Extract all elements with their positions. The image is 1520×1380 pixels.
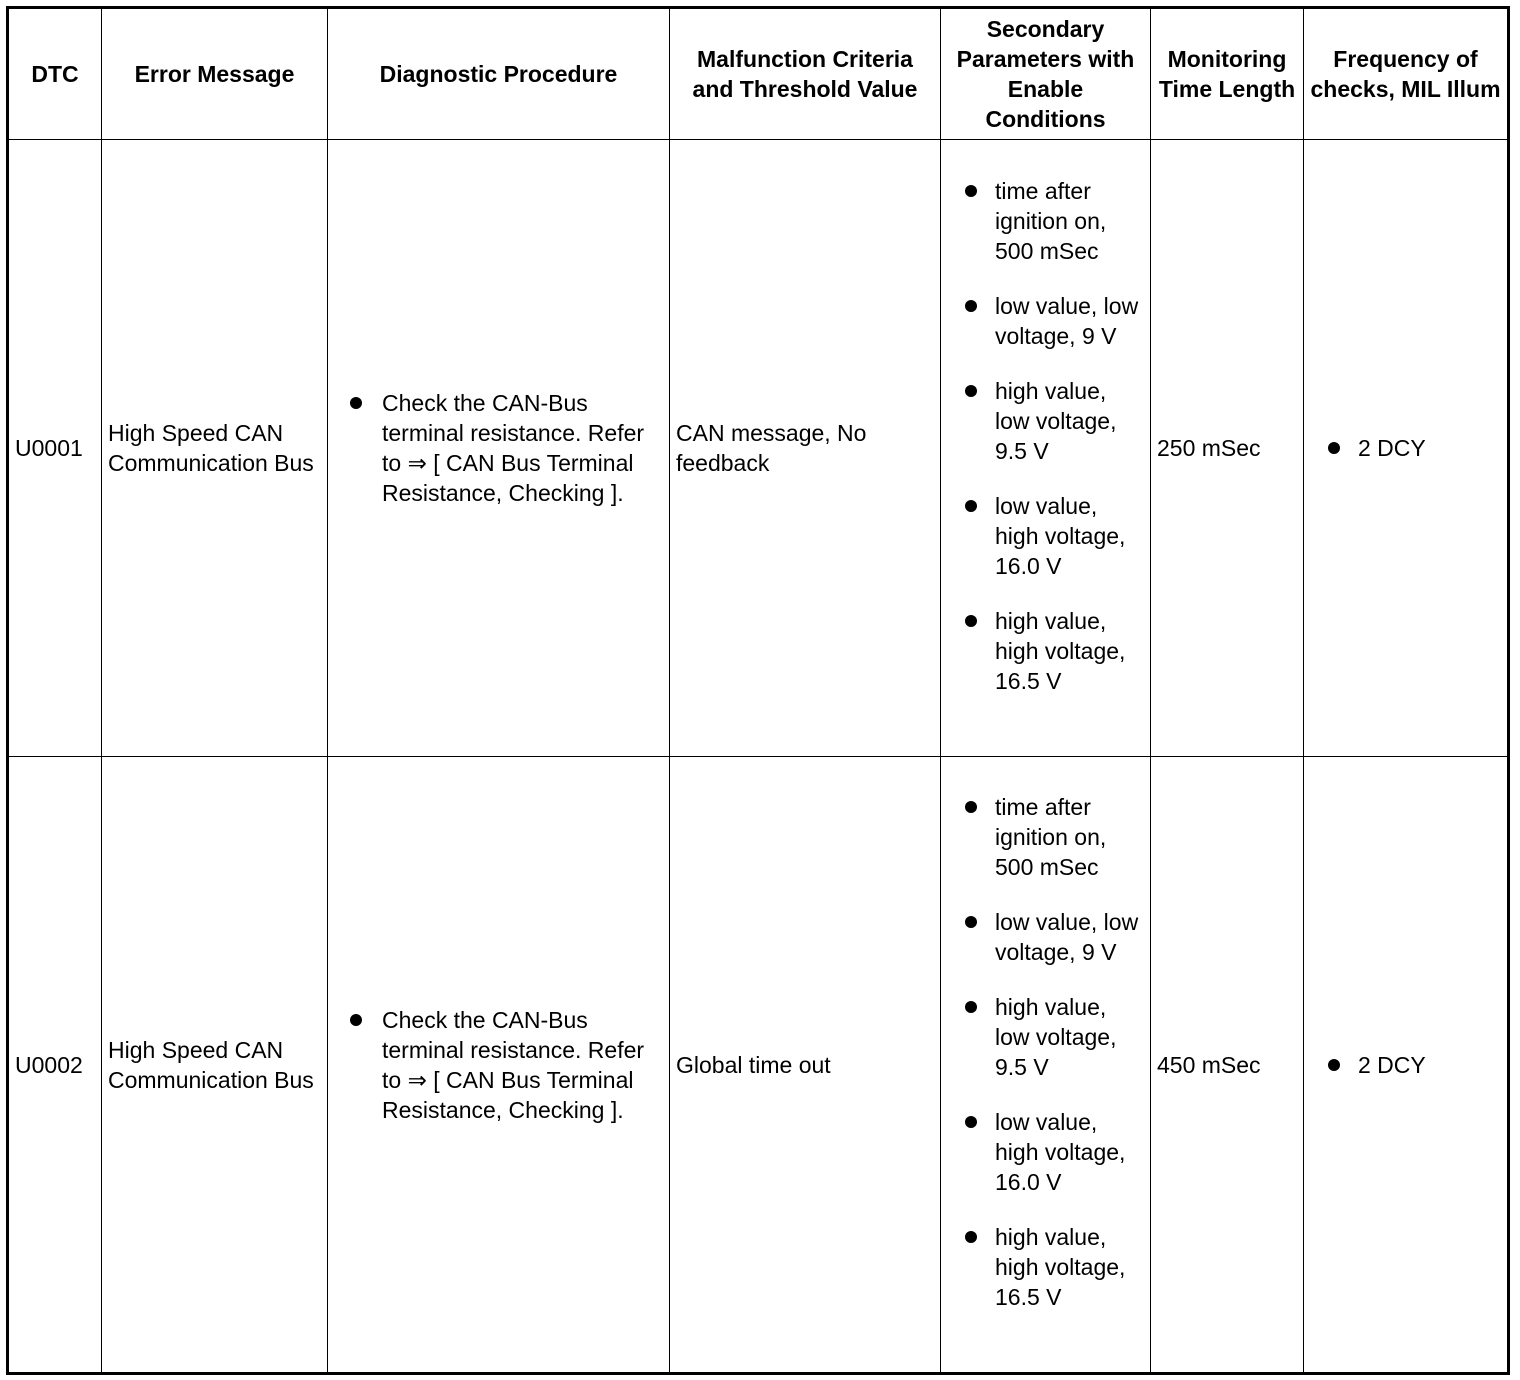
diagnostic-procedure-list xyxy=(334,388,663,508)
diagnostic-procedure xyxy=(328,757,670,1374)
error-message: High Speed CAN Communication Bus xyxy=(102,757,328,1374)
frequency-list xyxy=(1310,1050,1501,1080)
list-item xyxy=(334,388,663,508)
secondary-parameter-text: low value, high voltage, 16.0 V xyxy=(995,1109,1126,1195)
secondary-parameter-text: high value, low voltage, 9.5 V xyxy=(995,994,1117,1080)
header-frequency: Frequency of checks, MIL Illum xyxy=(1304,8,1509,140)
header-monitoring-time: Monitoring Time Length xyxy=(1151,8,1304,140)
bullet-icon xyxy=(1328,442,1340,454)
secondary-parameter-text: low value, low voltage, 9 V xyxy=(995,292,1139,349)
secondary-parameter-text: time after ignition on, 500 mSec xyxy=(995,794,1107,880)
secondary-parameter-text: high value, high voltage, 16.5 V xyxy=(995,1224,1126,1310)
frequency-text: 2 DCY xyxy=(1358,1051,1426,1078)
diagnostic-procedure-list xyxy=(334,1005,663,1125)
list-item xyxy=(947,1222,1144,1312)
monitoring-time: 450 mSec xyxy=(1151,757,1304,1374)
frequency-text: 2 DCY xyxy=(1358,435,1426,461)
frequency-list xyxy=(1310,433,1501,463)
bullet-icon xyxy=(350,1014,362,1026)
bullet-icon xyxy=(965,1116,977,1128)
secondary-parameter-text: high value, low voltage, 9.5 V xyxy=(995,377,1117,464)
bullet-icon xyxy=(1328,1059,1340,1071)
list-item xyxy=(947,907,1144,967)
bullet-icon xyxy=(965,615,977,627)
dtc-code: U0002 xyxy=(8,757,102,1374)
secondary-parameters xyxy=(941,757,1151,1374)
list-item xyxy=(947,491,1144,581)
diagnostic-procedure xyxy=(328,140,670,757)
bullet-icon xyxy=(965,1231,977,1243)
dtc-code: U0001 xyxy=(8,140,102,757)
list-item xyxy=(947,176,1144,266)
header-error-message: Error Message xyxy=(102,8,328,140)
bullet-icon xyxy=(350,397,362,409)
list-item xyxy=(947,792,1144,882)
bullet-icon xyxy=(965,385,977,397)
secondary-parameter-text: low value, high voltage, 16.0 V xyxy=(995,492,1126,579)
list-item xyxy=(1310,433,1501,463)
malfunction-criteria: Global time out xyxy=(670,757,941,1374)
list-item xyxy=(1310,1050,1501,1080)
error-message: High Speed CAN Communication Bus xyxy=(102,140,328,757)
monitoring-time: 250 mSec xyxy=(1151,140,1304,757)
secondary-parameter-text: high value, high voltage, 16.5 V xyxy=(995,607,1126,694)
secondary-parameters-list xyxy=(947,176,1144,696)
list-item xyxy=(334,1005,663,1125)
list-item xyxy=(947,1107,1144,1197)
dtc-table xyxy=(6,6,1510,1375)
bullet-icon xyxy=(965,185,977,197)
malfunction-criteria: CAN message, No feedback xyxy=(670,140,941,757)
bullet-icon xyxy=(965,801,977,813)
bullet-icon xyxy=(965,500,977,512)
diagnostic-procedure-text: Check the CAN-Bus terminal resistance. Refer to ⇒ [ CAN Bus Terminal Resistance, Checking ]. xyxy=(382,390,645,506)
header-dtc: DTC xyxy=(8,8,102,140)
bullet-icon xyxy=(965,300,977,312)
secondary-parameter-text: time after ignition on, 500 mSec xyxy=(995,177,1107,264)
list-item xyxy=(947,992,1144,1082)
header-diagnostic-procedure: Diagnostic Procedure xyxy=(328,8,670,140)
frequency xyxy=(1304,757,1509,1374)
diagnostic-procedure-text: Check the CAN-Bus terminal resistance. Refer to ⇒ [ CAN Bus Terminal Resistance, Checking ]. xyxy=(382,1006,645,1123)
bullet-icon xyxy=(965,1001,977,1013)
header-row xyxy=(8,8,1509,140)
bullet-icon xyxy=(965,916,977,928)
table-row xyxy=(8,140,1509,757)
header-secondary-parameters: Secondary Parameters with Enable Conditions xyxy=(941,8,1151,140)
frequency xyxy=(1304,140,1509,757)
list-item xyxy=(947,606,1144,696)
secondary-parameters-list xyxy=(947,792,1144,1312)
list-item xyxy=(947,291,1144,351)
list-item xyxy=(947,376,1144,466)
table-row xyxy=(8,757,1509,1374)
secondary-parameter-text: low value, low voltage, 9 V xyxy=(995,909,1139,965)
secondary-parameters xyxy=(941,140,1151,757)
header-malfunction-criteria: Malfunction Criteria and Threshold Value xyxy=(670,8,941,140)
